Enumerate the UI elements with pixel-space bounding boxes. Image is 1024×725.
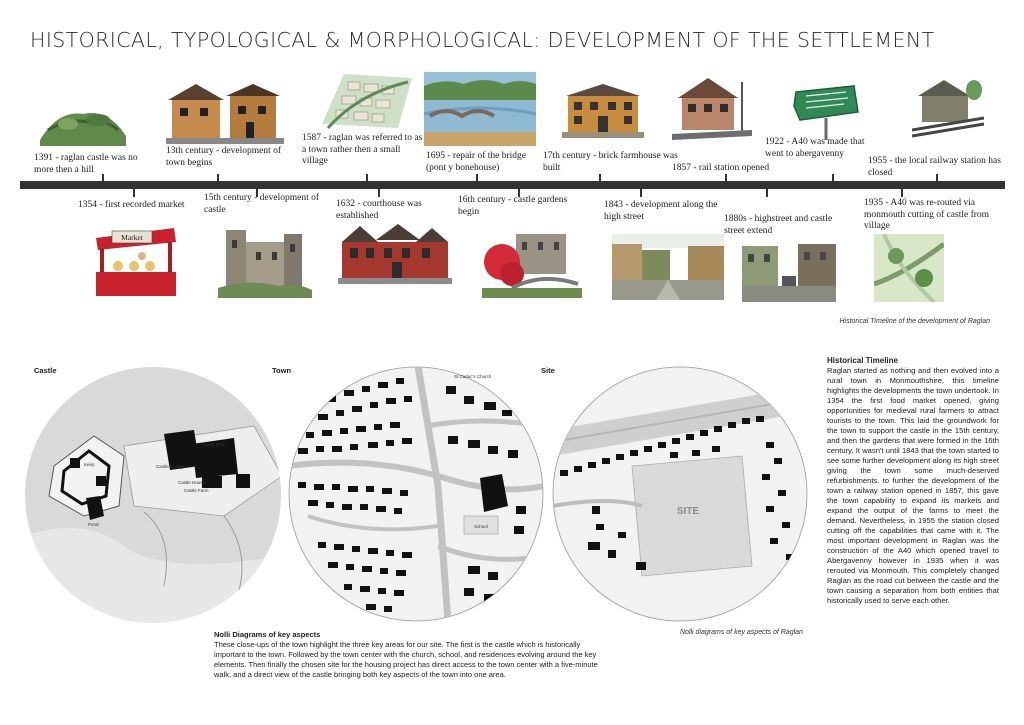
timeline-caption: Historical Timeline of the development of Raglan — [839, 318, 990, 325]
courthouse-sketch — [338, 222, 452, 284]
castle-tag: Pond — [88, 522, 99, 527]
timeline-bar — [20, 181, 1005, 189]
event-1587: 1587 - raglan was referred to as a town rather then a small village — [302, 133, 423, 166]
event-16th-century: 16th century - castle gardens begin — [458, 195, 568, 217]
town-diagram-label: Town — [272, 366, 292, 375]
event-1922: 1922 - A40 was made that went to abergavenny — [765, 137, 865, 159]
market-sign-text: Market — [121, 233, 143, 242]
timeline-tick — [936, 174, 938, 182]
aerial-village-sketch — [318, 68, 416, 132]
castle-tag: Keep — [84, 462, 95, 467]
brick-farmhouse-sketch — [562, 80, 644, 138]
timeline-tick — [901, 189, 903, 197]
timeline-tick — [102, 174, 104, 182]
a40-sign-sketch — [792, 82, 862, 142]
timeline-tick — [599, 174, 601, 182]
page-title: HISTORICAL, TYPOLOGICAL & MORPHOLOGICAL: DEVELOPMENT OF THE SETTLEMENT — [30, 28, 935, 52]
event-1955: 1955 - the local railway station has closed — [868, 156, 1001, 178]
event-1354: 1354 - first recorded market — [78, 200, 185, 210]
town-tag: St Cadoc's Church — [454, 374, 492, 379]
rail-station-sketch — [672, 72, 752, 144]
high-street-sketch — [612, 234, 724, 300]
site-nolli-diagram — [552, 366, 808, 622]
site-label: SITE — [676, 506, 700, 517]
castle-sketch — [218, 212, 312, 298]
event-13th-century: 13th century - development of town begins — [166, 146, 282, 168]
railway-closed-sketch — [912, 72, 984, 138]
market-stall-sketch — [94, 224, 178, 298]
castle-tag: Castle Barn — [202, 442, 226, 447]
timeline-tick — [640, 189, 642, 197]
event-1857: 1857 - rail station opened — [672, 163, 770, 173]
nolli-body: These close-ups of the town highlight the three key areas for our site. The first is the castle which is historically important to the town. Followed by the town center with the church, school, and residences evolving around the key elements. Then finally the chosen site for the housing project has direct access to the town center with a five-minute walk, and a direct view of the castle bringing both key aspects of the town into one area. — [214, 640, 598, 679]
castle-diagram-label: Castle — [34, 366, 57, 375]
event-15th-century: 15th century - development of castle — [204, 193, 320, 215]
medieval-houses-sketch — [166, 82, 284, 144]
hill-sketch — [38, 100, 128, 148]
a40-reroute-sketch — [874, 234, 944, 302]
event-17th-century: 17th century - brick farmhouse was built — [543, 151, 678, 173]
event-1880s: 1880s - highstreet and castle street extend — [724, 214, 833, 236]
timeline-tick — [766, 189, 768, 197]
castle-gardens-sketch — [482, 228, 582, 298]
bridge-river-sketch — [424, 72, 536, 146]
timeline-tick — [217, 174, 219, 182]
castle-tag: Castle Farm — [184, 488, 209, 493]
castle-tag: Castle Cottage — [156, 464, 186, 469]
historical-timeline-title: Historical Timeline — [827, 356, 898, 365]
timeline-tick — [133, 189, 135, 197]
timeline-tick — [378, 189, 380, 197]
timeline-tick — [366, 174, 368, 182]
site-diagram-label: Site — [541, 366, 555, 375]
timeline-tick — [832, 174, 834, 182]
timeline-tick — [725, 174, 727, 182]
event-1935: 1935 - A40 was re-routed via monmouth cutting of castle from village — [864, 198, 990, 231]
event-1695: 1695 - repair of the bridge (pont y bonehouse) — [426, 151, 526, 173]
castle-nolli-diagram — [24, 366, 282, 624]
town-nolli-diagram — [288, 366, 544, 622]
town-tag: School — [474, 524, 488, 529]
nolli-caption: Nolli diagrams of key aspects of Raglan — [680, 629, 803, 636]
castle-street-sketch — [742, 236, 836, 302]
event-1391: 1391 - raglan castle was no more then a hill — [34, 153, 138, 175]
historical-timeline-body: Raglan started as nothing and then evolved into a rural town in Monmouthshire, this timeline highlights the developments the town undertook. In 1354 the first food market opened, giving opportunities for medieval rural farmers to attract tourists to the town. This laid the groundwork for the town to support the castle in the 15th century, and then the gardens that were formed in the 16th century. It wasn't until 1843 that the town started to see some further development along its high street giving the town some much-deserved refurbishments. to further the development of the town a railway station opened in 1857, this gave the town capability to expand its markets and expand the output of the farms to meet the demand. Nevertheless, in 1955 the station closed cutting off the capabilities that came with it. The most important development in Raglan was the construction of the A40 which opened travel to Abergavenny however in 1935 when it was rerouted via Monmouth. This completely changed Raglan as the road cut between the castle and the town causing a separation from both entities that historically used to serve each other. — [827, 366, 999, 605]
castle-tag: Castle House — [178, 480, 206, 485]
event-1843: 1843 - development along the high street — [604, 200, 718, 222]
nolli-title: Nolli Diagrams of key aspects — [214, 630, 321, 639]
event-1632: 1632 - courthouse was established — [336, 199, 422, 221]
timeline-tick — [476, 174, 478, 182]
